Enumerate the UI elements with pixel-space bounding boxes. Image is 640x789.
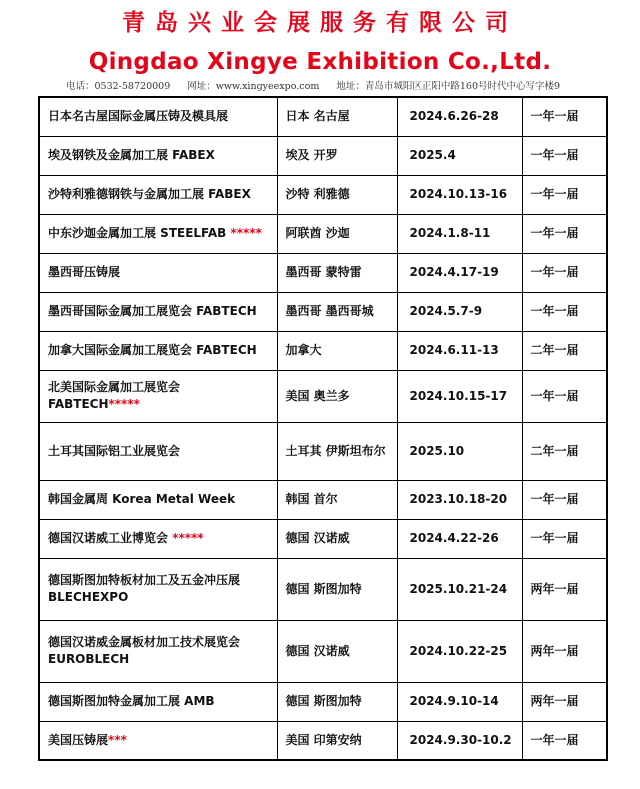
table-row bbox=[39, 370, 607, 422]
exhibition-name bbox=[39, 370, 277, 422]
contact-phone: 电话：0532-58720009 bbox=[66, 81, 171, 92]
table-row bbox=[39, 136, 607, 175]
contact-address: 地址：青岛市城阳区正阳中路160号时代中心写字楼9 bbox=[336, 81, 561, 92]
contact-line bbox=[66, 80, 626, 94]
exhibition-name bbox=[39, 331, 277, 370]
exhibition-frequency: 一年一届 bbox=[522, 370, 607, 422]
exhibition-date: 2024.10.22-25 bbox=[397, 620, 522, 682]
exhibition-name-text: 德国汉诺威金属板材加工技术展览会 EUROBLECH bbox=[48, 635, 241, 666]
table-row bbox=[39, 214, 607, 253]
exhibition-location: 德国 汉诺威 bbox=[277, 620, 397, 682]
exhibition-frequency: 一年一届 bbox=[522, 519, 607, 558]
exhibition-name-text: 德国斯图加特金属加工展 AMB bbox=[48, 694, 215, 708]
exhibition-date: 2024.6.26-28 bbox=[397, 97, 522, 136]
exhibition-date: 2024.4.22-26 bbox=[397, 519, 522, 558]
table-row bbox=[39, 620, 607, 682]
exhibition-date: 2023.10.18-20 bbox=[397, 480, 522, 519]
exhibition-name bbox=[39, 620, 277, 682]
exhibition-name-text: 加拿大国际金属加工展览会 FABTECH bbox=[48, 343, 257, 357]
company-name-english: Qingdao Xingye Exhibition Co.,Ltd. bbox=[88, 49, 552, 75]
table-row bbox=[39, 175, 607, 214]
exhibition-name bbox=[39, 292, 277, 331]
table-row bbox=[39, 721, 607, 760]
exhibition-name bbox=[39, 253, 277, 292]
star-rating: ***** bbox=[172, 531, 204, 545]
contact-website: 网址：www.xingyeexpo.com bbox=[187, 81, 320, 92]
exhibition-frequency: 一年一届 bbox=[522, 292, 607, 331]
exhibition-name bbox=[39, 136, 277, 175]
exhibition-name bbox=[39, 97, 277, 136]
exhibition-name bbox=[39, 214, 277, 253]
exhibition-name-text: 土耳其国际铝工业展览会 bbox=[48, 443, 181, 458]
star-rating: ***** bbox=[230, 226, 262, 240]
star-rating: ***** bbox=[108, 397, 140, 411]
exhibition-date: 2024.10.15-17 bbox=[397, 370, 522, 422]
table-row bbox=[39, 422, 607, 480]
table-row bbox=[39, 558, 607, 620]
exhibition-location: 埃及 开罗 bbox=[277, 136, 397, 175]
table-row bbox=[39, 97, 607, 136]
star-rating: *** bbox=[108, 732, 127, 747]
exhibition-location: 德国 斯图加特 bbox=[277, 682, 397, 721]
company-name-chinese: 青岛兴业会展服务有限公司 bbox=[122, 10, 518, 36]
exhibition-location: 墨西哥 蒙特雷 bbox=[277, 253, 397, 292]
exhibition-name-text: 墨西哥压铸展 bbox=[48, 265, 121, 279]
table-row bbox=[39, 682, 607, 721]
exhibition-date: 2025.10 bbox=[397, 422, 522, 480]
exhibition-date: 2024.4.17-19 bbox=[397, 253, 522, 292]
exhibition-date: 2025.10.21-24 bbox=[397, 558, 522, 620]
exhibition-location: 墨西哥 墨西哥城 bbox=[277, 292, 397, 331]
exhibition-name bbox=[39, 721, 277, 760]
exhibition-location: 韩国 首尔 bbox=[277, 480, 397, 519]
exhibition-name-text: 沙特利雅德钢铁与金属加工展 FABEX bbox=[48, 187, 251, 201]
exhibition-location: 德国 斯图加特 bbox=[277, 558, 397, 620]
exhibition-name bbox=[39, 682, 277, 721]
exhibition-table bbox=[38, 96, 608, 761]
exhibition-location: 加拿大 bbox=[277, 331, 397, 370]
exhibition-frequency: 一年一届 bbox=[522, 480, 607, 519]
exhibition-location: 土耳其 伊斯坦布尔 bbox=[277, 422, 397, 480]
exhibition-location: 美国 印第安纳 bbox=[277, 721, 397, 760]
exhibition-name-text: 美国压铸展 bbox=[48, 732, 109, 747]
exhibition-name-text: 韩国金属周 Korea Metal Week bbox=[48, 492, 236, 506]
exhibition-date: 2024.9.10-14 bbox=[397, 682, 522, 721]
exhibition-location: 沙特 利雅德 bbox=[277, 175, 397, 214]
exhibition-location: 美国 奥兰多 bbox=[277, 370, 397, 422]
table-row bbox=[39, 519, 607, 558]
exhibition-frequency: 两年一届 bbox=[522, 620, 607, 682]
table-row bbox=[39, 331, 607, 370]
exhibition-frequency: 二年一届 bbox=[522, 331, 607, 370]
exhibition-name bbox=[39, 422, 277, 480]
exhibition-frequency: 两年一届 bbox=[522, 558, 607, 620]
exhibition-frequency: 一年一届 bbox=[522, 175, 607, 214]
table-row bbox=[39, 253, 607, 292]
exhibition-name-text: 北美国际金属加工展览会 FABTECH bbox=[48, 380, 181, 411]
exhibition-frequency: 一年一届 bbox=[522, 253, 607, 292]
exhibition-frequency: 一年一届 bbox=[522, 214, 607, 253]
exhibition-name-text: 墨西哥国际金属加工展览会 FABTECH bbox=[48, 304, 257, 318]
exhibition-name-text: 德国斯图加特板材加工及五金冲压展 BLECHEXPO bbox=[48, 573, 241, 604]
exhibition-date: 2024.9.30-10.2 bbox=[397, 721, 522, 760]
exhibition-date: 2024.10.13-16 bbox=[397, 175, 522, 214]
exhibition-frequency: 一年一届 bbox=[522, 136, 607, 175]
exhibition-name-text: 埃及钢铁及金属加工展 FABEX bbox=[48, 148, 215, 162]
table-row bbox=[39, 480, 607, 519]
exhibition-location: 日本 名古屋 bbox=[277, 97, 397, 136]
exhibition-name bbox=[39, 175, 277, 214]
exhibition-date: 2024.6.11-13 bbox=[397, 331, 522, 370]
exhibition-frequency: 二年一届 bbox=[522, 422, 607, 480]
exhibition-frequency: 一年一届 bbox=[522, 97, 607, 136]
exhibition-location: 阿联酋 沙迦 bbox=[277, 214, 397, 253]
table-row bbox=[39, 292, 607, 331]
exhibition-location: 德国 汉诺威 bbox=[277, 519, 397, 558]
exhibition-frequency: 一年一届 bbox=[522, 721, 607, 760]
exhibition-date: 2024.5.7-9 bbox=[397, 292, 522, 331]
exhibition-name bbox=[39, 480, 277, 519]
exhibition-name-text: 日本名古屋国际金属压铸及模具展 bbox=[48, 109, 229, 124]
exhibition-name-text: 中东沙迦金属加工展 STEELFAB bbox=[48, 226, 231, 240]
exhibition-frequency: 两年一届 bbox=[522, 682, 607, 721]
exhibition-name bbox=[39, 519, 277, 558]
exhibition-date: 2024.1.8-11 bbox=[397, 214, 522, 253]
exhibition-name bbox=[39, 558, 277, 620]
exhibition-date: 2025.4 bbox=[397, 136, 522, 175]
exhibition-name-text: 德国汉诺威工业博览会 bbox=[48, 531, 173, 545]
